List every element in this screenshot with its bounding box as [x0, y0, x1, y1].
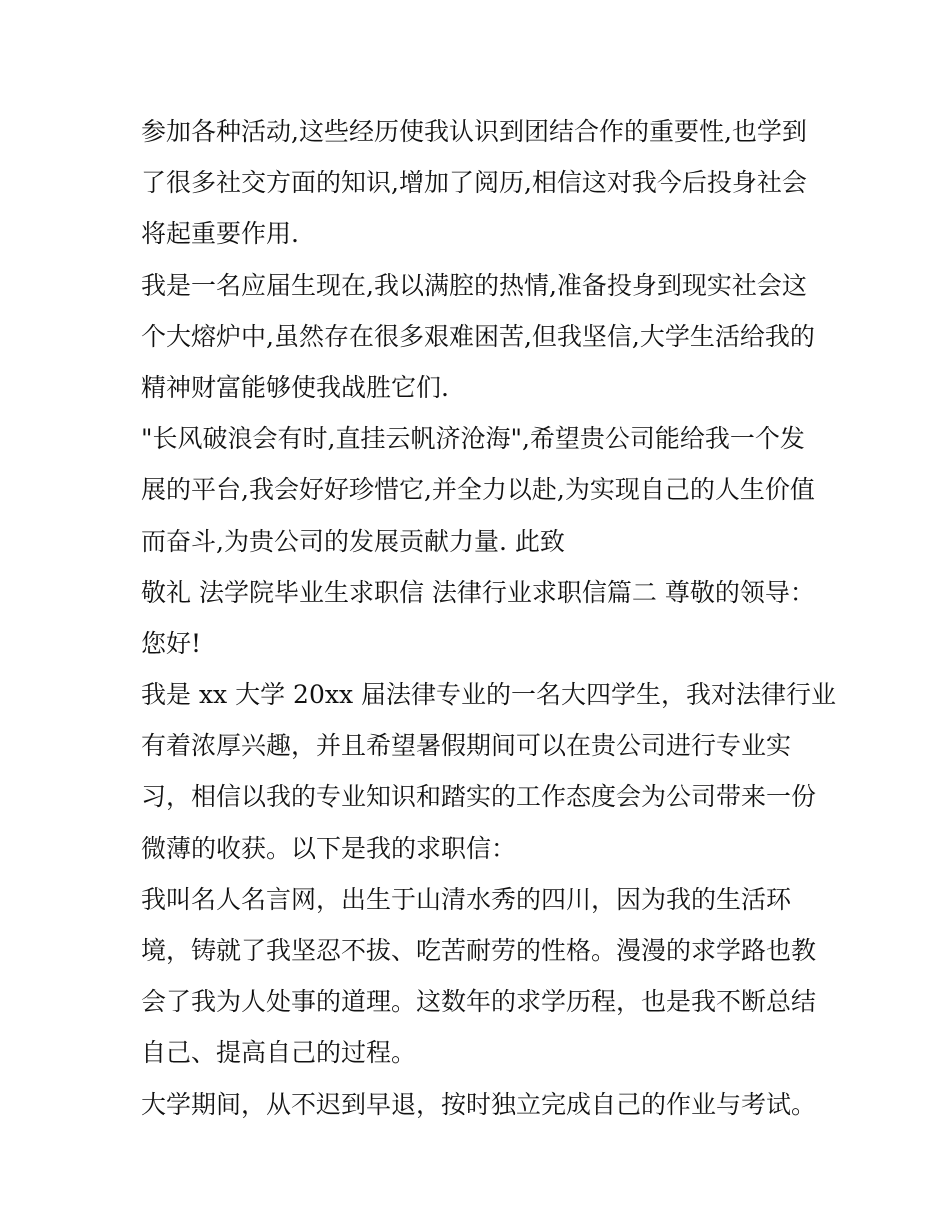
text-line: 习，相信以我的专业知识和踏实的工作态度会为公司带来一份	[141, 782, 817, 812]
text-line: 敬礼 法学院毕业生求职信 法律行业求职信篇二 尊敬的领导：	[141, 577, 815, 607]
text-line: 微薄的收获。以下是我的求职信：	[141, 833, 517, 863]
text-line: 参加各种活动,这些经历使我认识到团结合作的重要性,也学到	[141, 117, 807, 146]
text-line: 有着浓厚兴趣，并且希望暑假期间可以在贵公司进行专业实	[141, 731, 792, 761]
text-line: 而奋斗,为贵公司的发展贡献力量. 此致	[141, 526, 565, 556]
text-line: 我是 xx 大学 20xx 届法律专业的一名大四学生，我对法律行业	[141, 680, 836, 710]
document-body	[141, 106, 836, 1130]
text-line: 境，铸就了我坚忍不拔、吃苦耐劳的性格。漫漫的求学路也教	[141, 936, 817, 965]
text-line: 自己、提高自己的过程。	[141, 1038, 417, 1068]
text-line: 大学期间，从不迟到早退，按时独立完成自己的作业与考试。	[141, 1089, 817, 1119]
text-line: 我叫名人名言网，出生于山清水秀的四川，因为我的生活环	[141, 884, 792, 914]
text-line: 个大熔炉中,虽然存在很多艰难困苦,但我坚信,大学生活给我的	[141, 321, 815, 351]
text-line: 您好!	[141, 628, 202, 658]
text-line: 精神财富能够使我战胜它们.	[141, 372, 449, 402]
text-line: 我是一名应届生现在,我以满腔的热情,准备投身到现实社会这	[141, 270, 807, 300]
text-line: "长风破浪会有时,直挂云帆济沧海",希望贵公司能给我一个发	[141, 424, 805, 454]
text-line: 展的平台,我会好好珍惜它,并全力以赴,为实现自己的人生价值	[141, 475, 815, 505]
text-line: 会了我为人处事的道理。这数年的求学历程，也是我不断总结	[141, 987, 817, 1017]
text-line: 将起重要作用.	[141, 219, 299, 249]
text-line: 了很多社交方面的知识,增加了阅历,相信这对我今后投身社会	[141, 168, 807, 198]
